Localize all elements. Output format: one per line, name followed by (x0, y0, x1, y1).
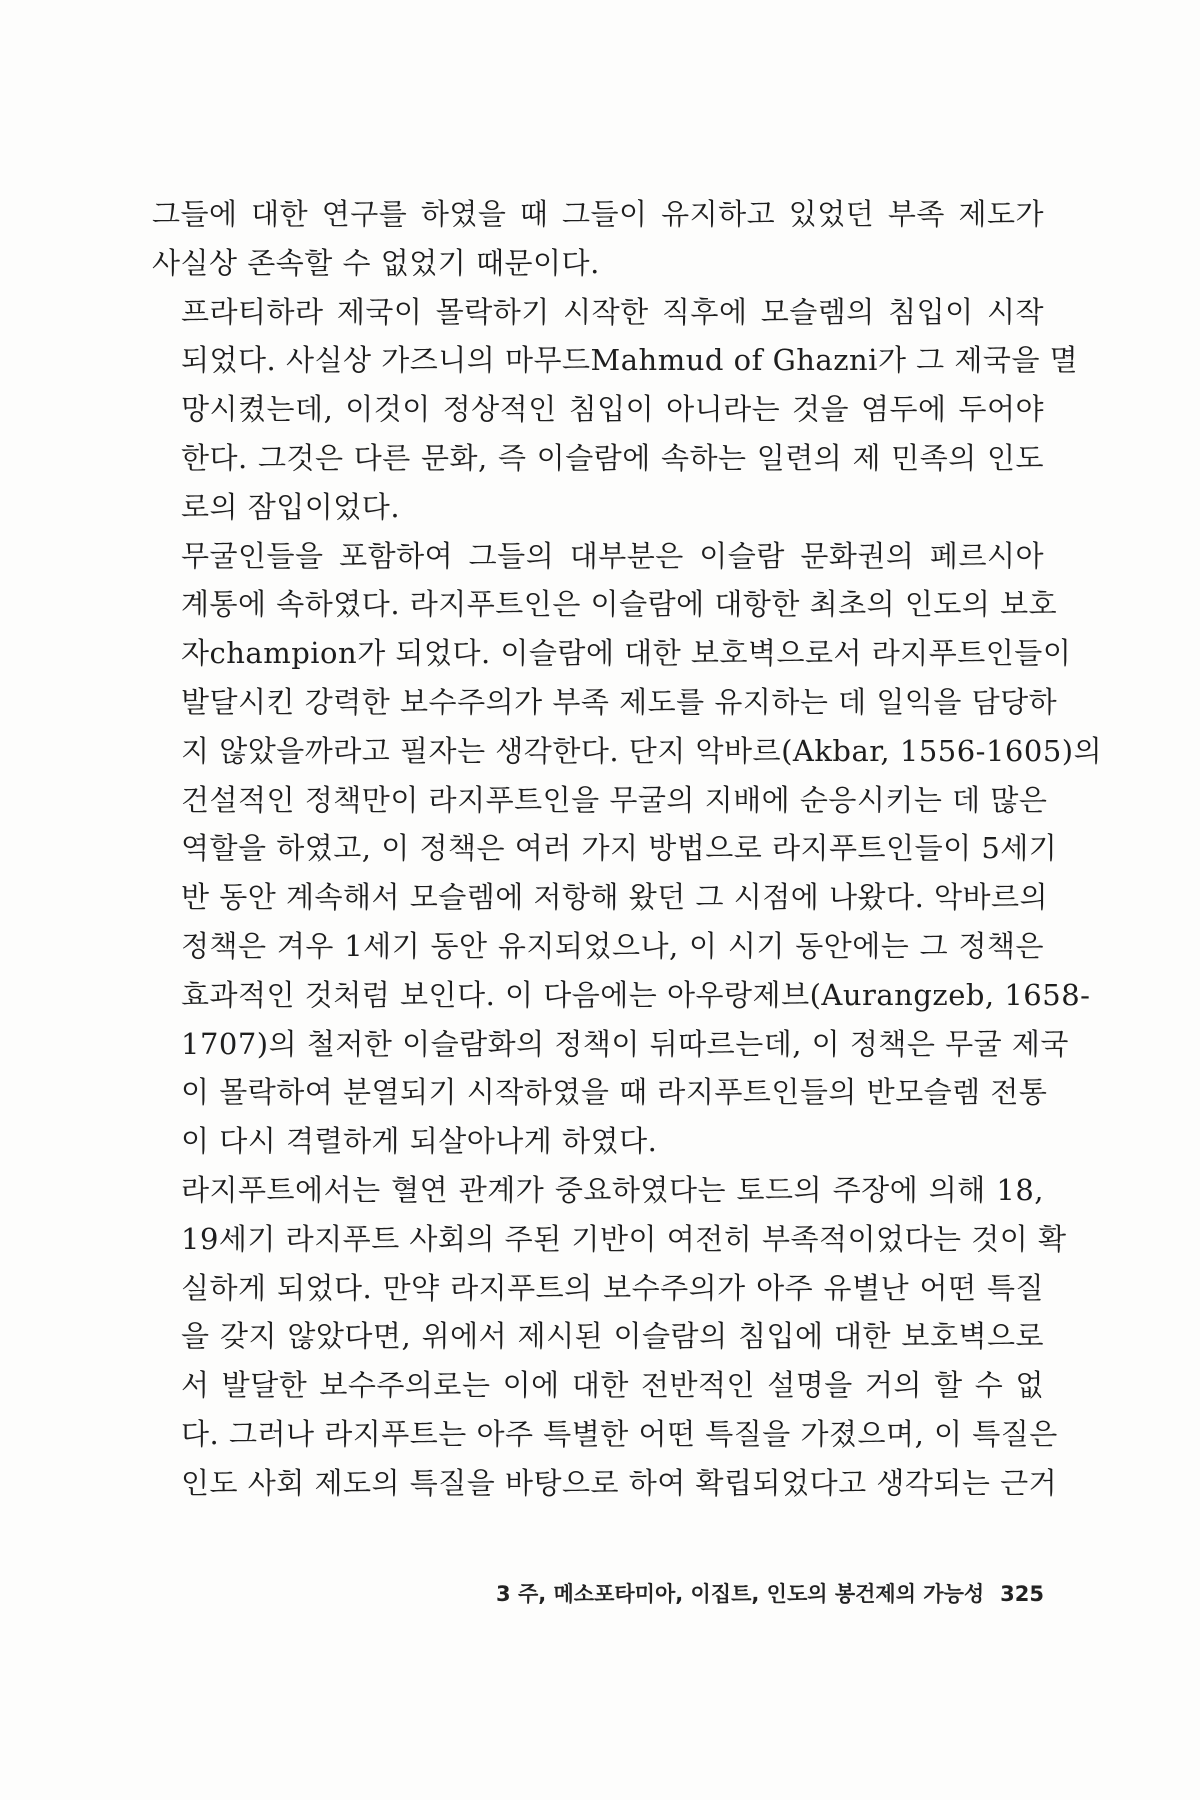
text-line: 한다. 그것은 다른 문화, 즉 이슬람에 속하는 일련의 제 민족의 인도 (181, 440, 1044, 475)
page-footer (152, 1578, 1044, 1608)
text-line: 망시켰는데, 이것이 정상적인 침입이 아니라는 것을 염두에 두어야 (181, 392, 1044, 427)
text-line: 19세기 라지푸트 사회의 주된 기반이 여전히 부족적이었다는 것이 확 (181, 1221, 1067, 1256)
text-line: 이 다시 격렬하게 되살아나게 하였다. (181, 1124, 658, 1159)
text-line: 1707)의 철저한 이슬람화의 정책이 뒤따르는데, 이 정책은 무굴 제국 (181, 1026, 1069, 1061)
text-line: 발달시킨 강력한 보수주의가 부족 제도를 유지하는 데 일익을 담당하 (181, 684, 1058, 719)
paragraph (152, 190, 1044, 288)
text-line: 로의 잠입이었다. (181, 489, 401, 524)
text-line: 지 않았을까라고 필자는 생각한다. 단지 악바르(Akbar, 1556-1605)의 (181, 733, 1103, 768)
text-line: 정책은 겨우 1세기 동안 유지되었으나, 이 시기 동안에는 그 정책은 (181, 928, 1044, 963)
text-line: 반 동안 계속해서 모슬렘에 저항해 왔던 그 시점에 나왔다. 악바르의 (181, 880, 1049, 915)
page-number: 325 (1000, 1582, 1044, 1606)
text-line: 인도 사회 제도의 특질을 바탕으로 하여 확립되었다고 생각되는 근거 (181, 1465, 1058, 1500)
body-text (152, 190, 1103, 1508)
text-line: 이 몰락하여 분열되기 시작하였을 때 라지푸트인들의 반모슬렘 전통 (181, 1075, 1048, 1110)
text-line: 서 발달한 보수주의로는 이에 대한 전반적인 설명을 거의 할 수 없 (181, 1368, 1044, 1403)
text-line: 그들에 대한 연구를 하였을 때 그들이 유지하고 있었던 부족 제도가 (152, 197, 1044, 231)
text-line: 계통에 속하였다. 라지푸트인은 이슬람에 대항한 최초의 인도의 보호 (181, 587, 1058, 622)
text-line: 자champion가 되었다. 이슬람에 대한 보호벽으로서 라지푸트인들이 (181, 636, 1072, 671)
paragraph (152, 532, 1103, 1166)
text-line: 사실상 존속할 수 없었기 때문이다. (152, 245, 600, 280)
text-line: 효과적인 것처럼 보인다. 이 다음에는 아우랑제브(Aurangzeb, 1658- (181, 977, 1091, 1012)
text-line: 프라티하라 제국이 몰락하기 시작한 직후에 모슬렘의 침입이 시작 (181, 294, 1044, 329)
text-line: 역할을 하였고, 이 정책은 여러 가지 방법으로 라지푸트인들이 5세기 (181, 831, 1058, 866)
text-line: 라지푸트에서는 혈연 관계가 중요하였다는 토드의 주장에 의해 18, (181, 1172, 1044, 1207)
text-line: 되었다. 사실상 가즈니의 마무드Mahmud of Ghazni가 그 제국을 멸 (181, 343, 1079, 378)
text-line: 무굴인들을 포함하여 그들의 대부분은 이슬람 문화권의 페르시아 (181, 538, 1044, 573)
text-line: 건설적인 정책만이 라지푸트인을 무굴의 지배에 순응시키는 데 많은 (181, 782, 1048, 817)
paragraph (152, 1166, 1067, 1508)
text-line: 을 갖지 않았다면, 위에서 제시된 이슬람의 침입에 대한 보호벽으로 (181, 1319, 1044, 1354)
paragraph (152, 288, 1079, 532)
text-line: 실하게 되었다. 만약 라지푸트의 보수주의가 아주 유별난 어떤 특질 (181, 1270, 1044, 1305)
running-head: 3 주, 메소포타미아, 이집트, 인도의 봉건제의 가능성 (496, 1582, 985, 1606)
text-line: 다. 그러나 라지푸트는 아주 특별한 어떤 특질을 가졌으며, 이 특질은 (181, 1416, 1058, 1451)
